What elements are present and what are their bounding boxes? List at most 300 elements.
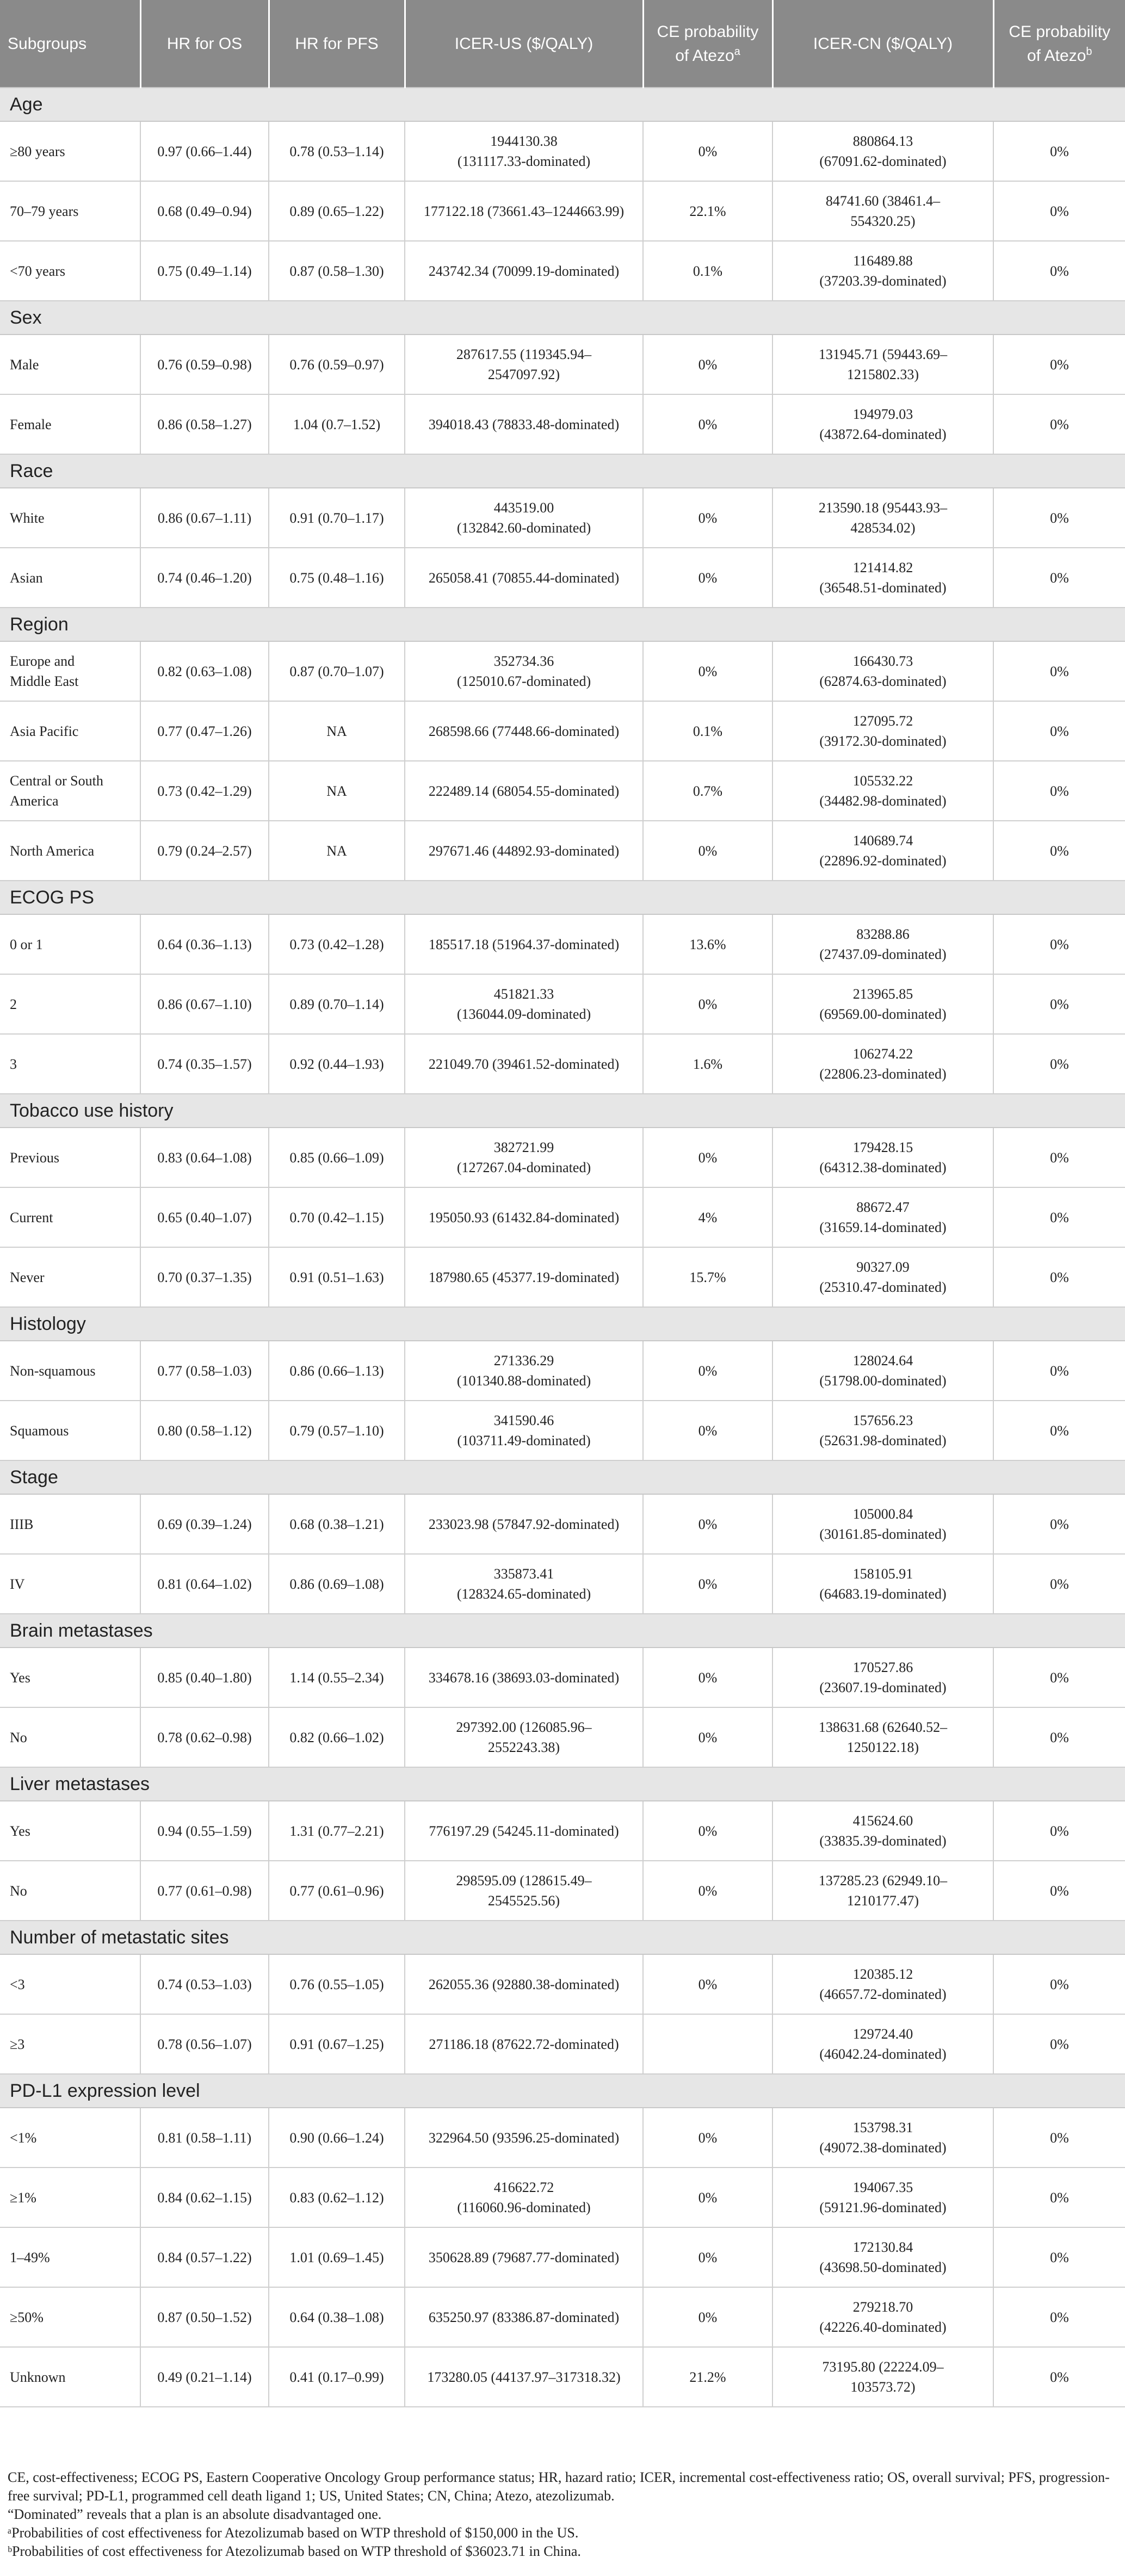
table-row — [0, 641, 1125, 701]
group-title: Brain metastases — [0, 1614, 1125, 1648]
table-cell: 0.83 (0.64–1.08) — [140, 1128, 269, 1187]
table-cell: 0% — [993, 394, 1125, 454]
table-cell: 129724.40 (46042.24-dominated) — [772, 2014, 993, 2074]
table-row — [0, 2287, 1125, 2347]
table-cell: 341590.46 (103711.49-dominated) — [405, 1401, 643, 1460]
table-cell: 271186.18 (87622.72-dominated) — [405, 2014, 643, 2074]
table-cell: 297671.46 (44892.93-dominated) — [405, 821, 643, 881]
table-cell: 158105.91 (64683.19-dominated) — [772, 1554, 993, 1614]
table-cell: 0% — [993, 2347, 1125, 2407]
group-header-row — [0, 1307, 1125, 1341]
table-cell: 0.68 (0.49–0.94) — [140, 181, 269, 241]
table-row — [0, 181, 1125, 241]
table-cell: 84741.60 (38461.4– 554320.25) — [772, 181, 993, 241]
table-cell: 22.1% — [643, 181, 772, 241]
table-row — [0, 701, 1125, 761]
table-row — [0, 548, 1125, 608]
table-cell: 0% — [993, 2168, 1125, 2227]
table-cell: 0% — [993, 761, 1125, 821]
table-cell: 166430.73 (62874.63-dominated) — [772, 641, 993, 701]
table-cell: 170527.86 (23607.19-dominated) — [772, 1648, 993, 1707]
table-cell: 105000.84 (30161.85-dominated) — [772, 1494, 993, 1554]
table-cell: 213590.18 (95443.93– 428534.02) — [772, 488, 993, 548]
table-cell: 0% — [993, 121, 1125, 181]
column-header — [643, 0, 772, 88]
table-cell: 0.69 (0.39–1.24) — [140, 1494, 269, 1554]
table-cell: 0.68 (0.38–1.21) — [269, 1494, 405, 1554]
table-cell: 221049.70 (39461.52-dominated) — [405, 1034, 643, 1094]
table-cell: 0.82 (0.63–1.08) — [140, 641, 269, 701]
table-cell: 213965.85 (69569.00-dominated) — [772, 974, 993, 1034]
table-cell: 334678.16 (38693.03-dominated) — [405, 1648, 643, 1707]
table-cell: 15.7% — [643, 1247, 772, 1307]
table-row — [0, 1648, 1125, 1707]
subgroup-cell: Yes — [0, 1648, 140, 1707]
table-cell: 0% — [993, 974, 1125, 1034]
footnote: “Dominated” reveals that a plan is an absolute disadvantaged one. — [8, 2506, 382, 2522]
table-cell: 0.89 (0.70–1.14) — [269, 974, 405, 1034]
table-cell: 0.64 (0.36–1.13) — [140, 914, 269, 974]
table-cell: 451821.33 (136044.09-dominated) — [405, 974, 643, 1034]
table-cell: 268598.66 (77448.66-dominated) — [405, 701, 643, 761]
table-cell: 243742.34 (70099.19-dominated) — [405, 241, 643, 301]
table-cell: 0% — [643, 821, 772, 881]
table-cell: 90327.09 (25310.47-dominated) — [772, 1247, 993, 1307]
group-header-row — [0, 881, 1125, 914]
table-cell: 0% — [993, 1648, 1125, 1707]
table-row — [0, 2347, 1125, 2407]
table-body — [0, 88, 1125, 2407]
table-cell: 0.7% — [643, 761, 772, 821]
column-header-label: HR for OS — [166, 34, 243, 53]
group-header-row — [0, 454, 1125, 488]
table-cell: 127095.72 (39172.30-dominated) — [772, 701, 993, 761]
table-cell: 335873.41 (128324.65-dominated) — [405, 1554, 643, 1614]
table-cell: 13.6% — [643, 914, 772, 974]
table-cell: 382721.99 (127267.04-dominated) — [405, 1128, 643, 1187]
subgroup-cell: IIIB — [0, 1494, 140, 1554]
table-cell: 0% — [993, 1128, 1125, 1187]
subgroup-cell: ≥1% — [0, 2168, 140, 2227]
table-cell: 0.80 (0.58–1.12) — [140, 1401, 269, 1460]
table-cell: 0% — [993, 1707, 1125, 1767]
table-cell: 0% — [993, 2287, 1125, 2347]
table-cell — [643, 2014, 772, 2074]
table-row — [0, 1187, 1125, 1247]
group-title: Tobacco use history — [0, 1094, 1125, 1128]
table-cell: 0% — [643, 335, 772, 394]
table-cell: 0.91 (0.51–1.63) — [269, 1247, 405, 1307]
table-cell: 0% — [643, 1128, 772, 1187]
table-cell: 187980.65 (45377.19-dominated) — [405, 1247, 643, 1307]
table-cell: 416622.72 (116060.96-dominated) — [405, 2168, 643, 2227]
column-header — [405, 0, 643, 88]
subgroup-cell: Europe and Middle East — [0, 641, 140, 701]
table-cell: 271336.29 (101340.88-dominated) — [405, 1341, 643, 1401]
column-header-label: CE probability of Atezo — [657, 22, 759, 65]
column-header-label: CE probability of Atezo — [1009, 22, 1111, 65]
table-cell: 0.86 (0.66–1.13) — [269, 1341, 405, 1401]
column-header — [0, 0, 140, 88]
table-row — [0, 2108, 1125, 2168]
subgroup-cell: No — [0, 1707, 140, 1767]
subgroup-cell: 1–49% — [0, 2227, 140, 2287]
table-row — [0, 488, 1125, 548]
table-cell: 179428.15 (64312.38-dominated) — [772, 1128, 993, 1187]
table-row — [0, 1707, 1125, 1767]
column-header-label: ICER-US ($/QALY) — [454, 34, 594, 53]
table-cell: 0% — [643, 1341, 772, 1401]
table-cell: 0% — [643, 641, 772, 701]
table-cell: 0% — [993, 1801, 1125, 1861]
table-cell: 0% — [643, 1861, 772, 1921]
table-cell: 0% — [643, 1554, 772, 1614]
table-row — [0, 1034, 1125, 1094]
table-row — [0, 2014, 1125, 2074]
column-header-label: Subgroups — [8, 34, 87, 53]
subgroup-cell: <70 years — [0, 241, 140, 301]
footnote-marker: a — [734, 45, 740, 58]
table-cell: 120385.12 (46657.72-dominated) — [772, 1954, 993, 2014]
table-cell: 0% — [643, 548, 772, 608]
table-row — [0, 974, 1125, 1034]
table-cell: 0.84 (0.57–1.22) — [140, 2227, 269, 2287]
table-row — [0, 1494, 1125, 1554]
table-cell: 0% — [643, 2287, 772, 2347]
table-cell: 83288.86 (27437.09-dominated) — [772, 914, 993, 974]
table-cell: 222489.14 (68054.55-dominated) — [405, 761, 643, 821]
table-cell: 105532.22 (34482.98-dominated) — [772, 761, 993, 821]
group-title: Histology — [0, 1307, 1125, 1341]
subgroup-cell: Male — [0, 335, 140, 394]
subgroup-cell: 3 — [0, 1034, 140, 1094]
table-cell: 0% — [993, 181, 1125, 241]
table-cell: 352734.36 (125010.67-dominated) — [405, 641, 643, 701]
table-cell: 0% — [993, 335, 1125, 394]
subgroup-cell: Asia Pacific — [0, 701, 140, 761]
table-cell: 0% — [993, 1861, 1125, 1921]
table-cell: NA — [269, 761, 405, 821]
table-cell: 0.77 (0.61–0.96) — [269, 1861, 405, 1921]
table-cell: 0% — [993, 548, 1125, 608]
table-row — [0, 1128, 1125, 1187]
table-cell: 0.73 (0.42–1.28) — [269, 914, 405, 974]
table-cell: 1.01 (0.69–1.45) — [269, 2227, 405, 2287]
table-cell: 287617.55 (119345.94– 2547097.92) — [405, 335, 643, 394]
table-cell: 0% — [643, 1648, 772, 1707]
table-cell: 88672.47 (31659.14-dominated) — [772, 1187, 993, 1247]
table-cell: 0.77 (0.58–1.03) — [140, 1341, 269, 1401]
column-header — [140, 0, 269, 88]
subgroup-cell: Non-squamous — [0, 1341, 140, 1401]
table-cell: 0.86 (0.58–1.27) — [140, 394, 269, 454]
group-title: Liver metastases — [0, 1767, 1125, 1801]
group-header-row — [0, 1921, 1125, 1954]
table-cell: 0.79 (0.24–2.57) — [140, 821, 269, 881]
table-cell: 0% — [993, 1187, 1125, 1247]
table-row — [0, 2227, 1125, 2287]
table-cell: 138631.68 (62640.52– 1250122.18) — [772, 1707, 993, 1767]
group-title: Sex — [0, 301, 1125, 335]
footnotes — [0, 2468, 1125, 2561]
table-cell: 0.74 (0.46–1.20) — [140, 548, 269, 608]
table-cell: 172130.84 (43698.50-dominated) — [772, 2227, 993, 2287]
column-header — [269, 0, 405, 88]
table-cell: 0.81 (0.58–1.11) — [140, 2108, 269, 2168]
table-cell: 0.81 (0.64–1.02) — [140, 1554, 269, 1614]
table-cell: 0.77 (0.47–1.26) — [140, 701, 269, 761]
table-row — [0, 1801, 1125, 1861]
table-cell: 0% — [993, 641, 1125, 701]
table-cell: 0% — [993, 2108, 1125, 2168]
table-cell: 0.78 (0.53–1.14) — [269, 121, 405, 181]
table-cell: 0% — [643, 1707, 772, 1767]
table-cell: 0.87 (0.70–1.07) — [269, 641, 405, 701]
table-cell: 0% — [993, 1341, 1125, 1401]
table-row — [0, 1401, 1125, 1460]
table-row — [0, 241, 1125, 301]
table-cell: 298595.09 (128615.49– 2545525.56) — [405, 1861, 643, 1921]
column-header-label: ICER-CN ($/QALY) — [813, 34, 953, 53]
table-cell: 0.74 (0.53–1.03) — [140, 1954, 269, 2014]
table-cell: 0% — [643, 1801, 772, 1861]
subgroup-cell: 0 or 1 — [0, 914, 140, 974]
subgroup-cell: 70–79 years — [0, 181, 140, 241]
table-cell: 262055.36 (92880.38-dominated) — [405, 1954, 643, 2014]
table-cell: 106274.22 (22806.23-dominated) — [772, 1034, 993, 1094]
table-row — [0, 394, 1125, 454]
table-row — [0, 1554, 1125, 1614]
table-cell: NA — [269, 701, 405, 761]
table-cell: 1.04 (0.7–1.52) — [269, 394, 405, 454]
table-cell: 0% — [993, 1401, 1125, 1460]
table-row — [0, 121, 1125, 181]
table-cell: 0.86 (0.69–1.08) — [269, 1554, 405, 1614]
group-header-row — [0, 1614, 1125, 1648]
table-cell: 0.90 (0.66–1.24) — [269, 2108, 405, 2168]
table-cell: 0.94 (0.55–1.59) — [140, 1801, 269, 1861]
subgroup-cell: <1% — [0, 2108, 140, 2168]
subgroup-cell: ≥3 — [0, 2014, 140, 2074]
table-cell: 0.92 (0.44–1.93) — [269, 1034, 405, 1094]
subgroup-cell: Previous — [0, 1128, 140, 1187]
table-cell: 0% — [643, 974, 772, 1034]
table-cell: 157656.23 (52631.98-dominated) — [772, 1401, 993, 1460]
table-row — [0, 1341, 1125, 1401]
group-title: Region — [0, 608, 1125, 641]
column-header-label: HR for PFS — [295, 34, 379, 53]
table-cell: 0% — [643, 121, 772, 181]
group-header-row — [0, 1767, 1125, 1801]
table-cell: 0.78 (0.62–0.98) — [140, 1707, 269, 1767]
group-header-row — [0, 608, 1125, 641]
table-cell: 1.6% — [643, 1034, 772, 1094]
table-row — [0, 914, 1125, 974]
table-cell: 0% — [993, 2227, 1125, 2287]
table-cell: 0% — [643, 488, 772, 548]
subgroup-cell: No — [0, 1861, 140, 1921]
table-cell: 0.70 (0.42–1.15) — [269, 1187, 405, 1247]
table-cell: 173280.05 (44137.97–317318.32) — [405, 2347, 643, 2407]
footnote: ᵃProbabilities of cost effectiveness for Atezolizumab based on WTP threshold of $150,000 in the US. — [8, 2525, 579, 2541]
table-cell: 297392.00 (126085.96– 2552243.38) — [405, 1707, 643, 1767]
table-cell: 0.86 (0.67–1.10) — [140, 974, 269, 1034]
table-cell: 194979.03 (43872.64-dominated) — [772, 394, 993, 454]
group-title: Stage — [0, 1460, 1125, 1494]
table-cell: 0.64 (0.38–1.08) — [269, 2287, 405, 2347]
subgroup-cell: ≥50% — [0, 2287, 140, 2347]
table-cell: 350628.89 (79687.77-dominated) — [405, 2227, 643, 2287]
table-cell: 0.76 (0.55–1.05) — [269, 1954, 405, 2014]
table-cell: 177122.18 (73661.43–1244663.99) — [405, 181, 643, 241]
table-cell: 0.1% — [643, 701, 772, 761]
subgroup-cell: Never — [0, 1247, 140, 1307]
footnote: ᵇProbabilities of cost effectiveness for Atezolizumab based on WTP threshold of $36023.71 in China. — [8, 2543, 581, 2559]
table-cell: 0.78 (0.56–1.07) — [140, 2014, 269, 2074]
table-cell: 415624.60 (33835.39-dominated) — [772, 1801, 993, 1861]
table-cell: 0% — [993, 1554, 1125, 1614]
table-cell: 0.83 (0.62–1.12) — [269, 2168, 405, 2227]
table-cell: 394018.43 (78833.48-dominated) — [405, 394, 643, 454]
group-header-row — [0, 2074, 1125, 2108]
table-cell: 0.85 (0.66–1.09) — [269, 1128, 405, 1187]
table-cell: 0.87 (0.58–1.30) — [269, 241, 405, 301]
table-cell: 0.49 (0.21–1.14) — [140, 2347, 269, 2407]
table-cell: 4% — [643, 1187, 772, 1247]
table-cell: 0.75 (0.48–1.16) — [269, 548, 405, 608]
table-cell: 116489.88 (37203.39-dominated) — [772, 241, 993, 301]
table-row — [0, 821, 1125, 881]
subgroup-cell: Current — [0, 1187, 140, 1247]
table-cell: 0% — [993, 1034, 1125, 1094]
table-cell: NA — [269, 821, 405, 881]
column-header — [772, 0, 993, 88]
table-cell: 137285.23 (62949.10– 1210177.47) — [772, 1861, 993, 1921]
table-cell: 0% — [993, 488, 1125, 548]
table-cell: 0% — [643, 2227, 772, 2287]
table-cell: 185517.18 (51964.37-dominated) — [405, 914, 643, 974]
table-cell: 0% — [993, 1247, 1125, 1307]
table-cell: 131945.71 (59443.69– 1215802.33) — [772, 335, 993, 394]
table-cell: 0.91 (0.70–1.17) — [269, 488, 405, 548]
table-cell: 0.82 (0.66–1.02) — [269, 1707, 405, 1767]
table-row — [0, 1861, 1125, 1921]
table-cell: 0% — [993, 701, 1125, 761]
table-cell: 0.70 (0.37–1.35) — [140, 1247, 269, 1307]
table-cell: 0% — [643, 1401, 772, 1460]
group-title: PD-L1 expression level — [0, 2074, 1125, 2108]
subgroup-cell: Female — [0, 394, 140, 454]
table-cell: 0.97 (0.66–1.44) — [140, 121, 269, 181]
table-cell: 153798.31 (49072.38-dominated) — [772, 2108, 993, 2168]
table-cell: 0% — [993, 821, 1125, 881]
table-cell: 880864.13 (67091.62-dominated) — [772, 121, 993, 181]
table-cell: 0.85 (0.40–1.80) — [140, 1648, 269, 1707]
table-cell: 0.91 (0.67–1.25) — [269, 2014, 405, 2074]
table-cell: 195050.93 (61432.84-dominated) — [405, 1187, 643, 1247]
table-cell: 443519.00 (132842.60-dominated) — [405, 488, 643, 548]
table-cell: 0.73 (0.42–1.29) — [140, 761, 269, 821]
table-row — [0, 2168, 1125, 2227]
table-cell: 0.84 (0.62–1.15) — [140, 2168, 269, 2227]
table-row — [0, 761, 1125, 821]
group-header-row — [0, 1094, 1125, 1128]
table-cell: 0.77 (0.61–0.98) — [140, 1861, 269, 1921]
group-title: Number of metastatic sites — [0, 1921, 1125, 1954]
table-cell: 0% — [993, 914, 1125, 974]
subgroup-cell: North America — [0, 821, 140, 881]
subgroup-cell: <3 — [0, 1954, 140, 2014]
table-cell: 0% — [643, 1954, 772, 2014]
table-cell: 128024.64 (51798.00-dominated) — [772, 1341, 993, 1401]
table-row — [0, 1247, 1125, 1307]
table-cell: 0.1% — [643, 241, 772, 301]
table-cell: 121414.82 (36548.51-dominated) — [772, 548, 993, 608]
table-cell: 0.86 (0.67–1.11) — [140, 488, 269, 548]
group-header-row — [0, 301, 1125, 335]
subgroup-cell: Squamous — [0, 1401, 140, 1460]
table-cell: 635250.97 (83386.87-dominated) — [405, 2287, 643, 2347]
table-cell: 73195.80 (22224.09– 103573.72) — [772, 2347, 993, 2407]
table-cell: 140689.74 (22896.92-dominated) — [772, 821, 993, 881]
table-cell: 0.41 (0.17–0.99) — [269, 2347, 405, 2407]
table-cell: 194067.35 (59121.96-dominated) — [772, 2168, 993, 2227]
subgroup-cell: White — [0, 488, 140, 548]
table-cell: 233023.98 (57847.92-dominated) — [405, 1494, 643, 1554]
table-cell: 0% — [993, 1494, 1125, 1554]
table-cell: 0.76 (0.59–0.97) — [269, 335, 405, 394]
table-cell: 0.79 (0.57–1.10) — [269, 1401, 405, 1460]
subgroup-cell: IV — [0, 1554, 140, 1614]
table-cell: 322964.50 (93596.25-dominated) — [405, 2108, 643, 2168]
table-header-row — [0, 0, 1125, 88]
table-cell: 279218.70 (42226.40-dominated) — [772, 2287, 993, 2347]
column-header — [993, 0, 1125, 88]
footnote-marker: b — [1086, 45, 1092, 58]
table-cell: 0% — [643, 2168, 772, 2227]
table-cell: 0.76 (0.59–0.98) — [140, 335, 269, 394]
table-cell: 0.65 (0.40–1.07) — [140, 1187, 269, 1247]
subgroup-cell: ≥80 years — [0, 121, 140, 181]
subgroup-cell: 2 — [0, 974, 140, 1034]
table-cell: 0.87 (0.50–1.52) — [140, 2287, 269, 2347]
group-header-row — [0, 1460, 1125, 1494]
table-cell: 1944130.38 (131117.33-dominated) — [405, 121, 643, 181]
subgroup-cell: Asian — [0, 548, 140, 608]
group-header-row — [0, 88, 1125, 121]
table-row — [0, 335, 1125, 394]
table-cell: 0% — [643, 394, 772, 454]
table-cell: 21.2% — [643, 2347, 772, 2407]
table-cell: 0% — [643, 2108, 772, 2168]
subgroup-cell: Yes — [0, 1801, 140, 1861]
group-title: Race — [0, 454, 1125, 488]
table-cell: 0% — [643, 1494, 772, 1554]
group-title: Age — [0, 88, 1125, 121]
table-cell: 265058.41 (70855.44-dominated) — [405, 548, 643, 608]
subgroup-cell: Unknown — [0, 2347, 140, 2407]
table-cell: 0.75 (0.49–1.14) — [140, 241, 269, 301]
table-cell: 1.31 (0.77–2.21) — [269, 1801, 405, 1861]
table-cell: 0% — [993, 1954, 1125, 2014]
subgroup-cell: Central or South America — [0, 761, 140, 821]
table-cell: 776197.29 (54245.11-dominated) — [405, 1801, 643, 1861]
table-cell: 1.14 (0.55–2.34) — [269, 1648, 405, 1707]
table-cell: 0% — [993, 241, 1125, 301]
table-cell: 0.74 (0.35–1.57) — [140, 1034, 269, 1094]
table-row — [0, 1954, 1125, 2014]
table-cell: 0.89 (0.65–1.22) — [269, 181, 405, 241]
